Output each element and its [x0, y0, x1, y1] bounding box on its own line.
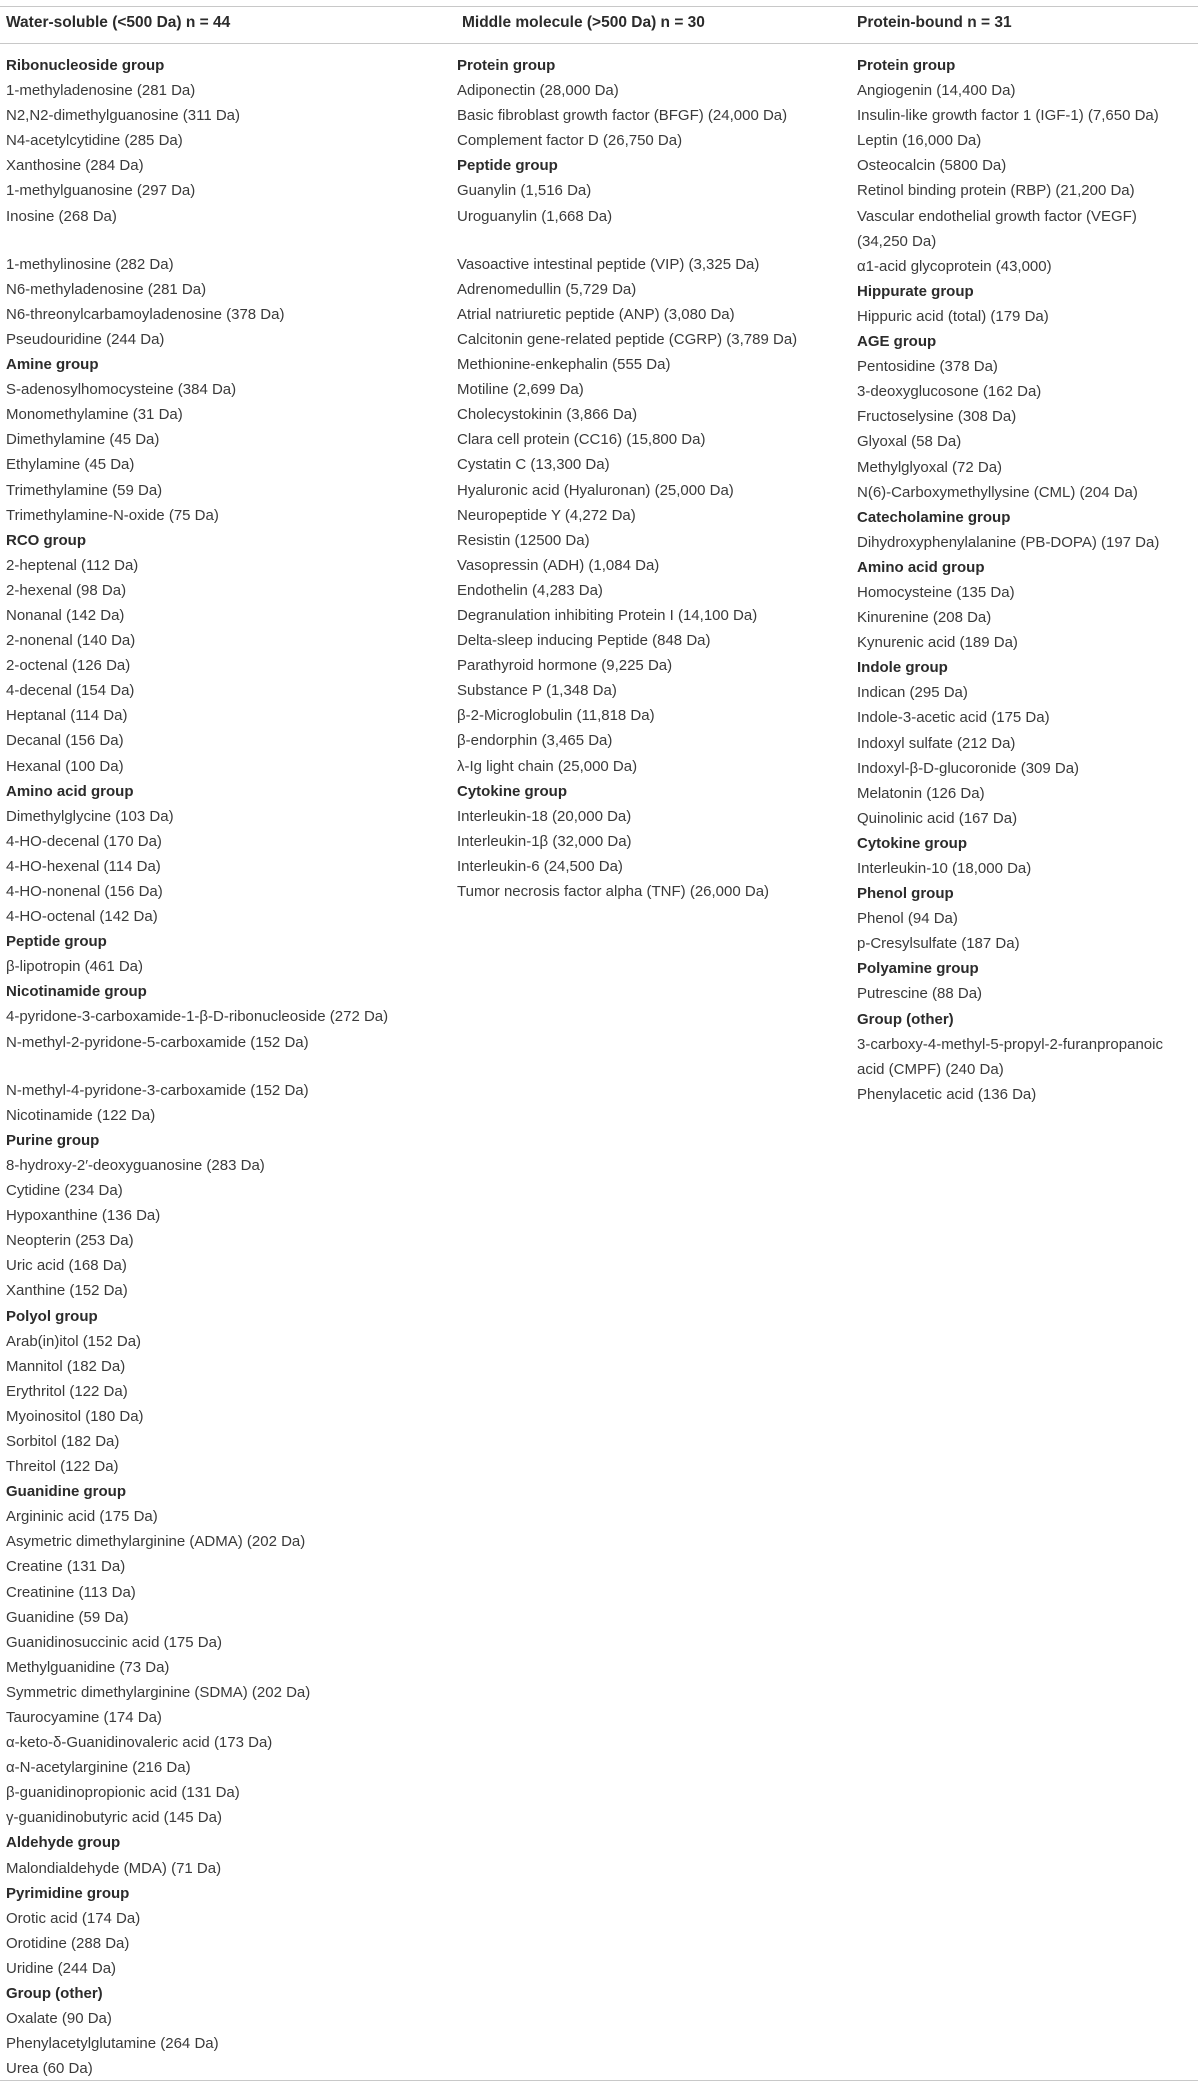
table-cell: Quinolinic acid (167 Da) — [857, 809, 1018, 827]
table-cell: Erythritol (122 Da) — [6, 1382, 128, 1400]
table-cell: Myoinositol (180 Da) — [6, 1407, 144, 1425]
group-heading: Ribonucleoside group — [6, 57, 165, 74]
table-cell: Fructoselysine (308 Da) — [857, 408, 1017, 426]
table-cell: Degranulation inhibiting Protein I (14,100 Da) — [457, 606, 758, 624]
group-heading: Protein group — [857, 57, 956, 74]
table-cell: 4-HO-decenal (170 Da) — [6, 832, 162, 850]
table-cell: Threitol (122 Da) — [6, 1458, 119, 1476]
table-cell: Trimethylamine-N-oxide (75 Da) — [6, 506, 219, 524]
table-cell: Indole-3-acetic acid (175 Da) — [857, 709, 1050, 727]
table-cell: Phenol (94 Da) — [857, 910, 958, 928]
group-heading: Peptide group — [457, 157, 558, 175]
group-heading: AGE group — [857, 333, 937, 351]
table-cell: Tumor necrosis factor alpha (TNF) (26,000 Da) — [457, 883, 770, 900]
table-cell: 2-octenal (126 Da) — [6, 657, 131, 675]
table-cell: Complement factor D (26,750 Da) — [457, 132, 683, 150]
table-cell: λ-Ig light chain (25,000 Da) — [457, 757, 638, 775]
table-cell: Uridine (244 Da) — [6, 1959, 117, 1977]
table-cell: Cytidine (234 Da) — [6, 1182, 123, 1200]
table-cell: Orotic acid (174 Da) — [6, 1909, 141, 1927]
table-cell: Basic fibroblast growth factor (BFGF) (24,000 Da) — [457, 107, 788, 125]
table-cell: 8-hydroxy-2′-deoxyguanosine (283 Da) — [6, 1156, 265, 1174]
table-cell: Guanidinosuccinic acid (175 Da) — [6, 1633, 222, 1651]
table-cell: Methionine-enkephalin (555 Da) — [457, 356, 671, 374]
table-header-rule — [0, 43, 1198, 44]
table-cell: Sorbitol (182 Da) — [6, 1432, 120, 1450]
table-cell: N(6)-Carboxymethyllysine (CML) (204 Da) — [857, 483, 1138, 501]
table-cell: Putrescine (88 Da) — [857, 985, 983, 1003]
table-cell: N6-methyladenosine (281 Da) — [6, 280, 207, 298]
group-heading: Hippurate group — [857, 282, 974, 300]
table-cell: 4-HO-octenal (142 Da) — [6, 908, 158, 926]
table-cell: Calcitonin gene-related peptide (CGRP) (3,789 Da) — [457, 330, 798, 348]
table-cell: Interleukin-10 (18,000 Da) — [857, 860, 1032, 877]
table-cell: Angiogenin (14,400 Da) — [857, 82, 1016, 100]
table-cell: Nicotinamide (122 Da) — [6, 1106, 156, 1124]
table-cell: Endothelin (4,283 Da) — [457, 581, 603, 599]
group-heading: Amine group — [6, 356, 99, 374]
group-heading: RCO group — [6, 531, 86, 549]
table-cell: 2-nonenal (140 Da) — [6, 632, 136, 650]
table-cell: Nonanal (142 Da) — [6, 606, 125, 624]
table-cell: α1-acid glycoprotein (43,000) — [857, 257, 1052, 275]
table-cell: Melatonin (126 Da) — [857, 784, 985, 802]
table-cell: Indoxyl-β-D-glucoronide (309 Da) — [857, 759, 1080, 777]
table-cell: Indican (295 Da) — [857, 684, 968, 702]
table-cell: Methylglyoxal (72 Da) — [857, 458, 1003, 476]
table-cell: Dimethylamine (45 Da) — [6, 431, 160, 449]
group-heading: Aldehyde group — [6, 1834, 121, 1852]
table-cell: Asymetric dimethylarginine (ADMA) (202 Da) — [6, 1533, 306, 1551]
table-cell: Vasopressin (ADH) (1,084 Da) — [457, 556, 660, 574]
table-cell: Argininic acid (175 Da) — [6, 1508, 158, 1526]
table-cell: N6-threonylcarbamoyladenosine (378 Da) — [6, 305, 285, 323]
table-cell: p-Cresylsulfate (187 Da) — [857, 935, 1020, 953]
table-cell: Xanthine (152 Da) — [6, 1282, 128, 1300]
table-cell: Hypoxanthine (136 Da) — [6, 1207, 161, 1225]
table-cell: Arab(in)itol (152 Da) — [6, 1332, 142, 1350]
table-cell: β-endorphin (3,465 Da) — [457, 732, 613, 750]
table-cell: Malondialdehyde (MDA) (71 Da) — [6, 1859, 222, 1877]
group-heading: Catecholamine group — [857, 508, 1011, 526]
group-heading: Pyrimidine group — [6, 1884, 130, 1902]
table-cell: Atrial natriuretic peptide (ANP) (3,080 Da) — [457, 305, 735, 323]
blank-row — [457, 229, 847, 252]
table-cell: Hexanal (100 Da) — [6, 757, 124, 775]
table-cell: Homocysteine (135 Da) — [857, 583, 1015, 601]
table-cell: Leptin (16,000 Da) — [857, 132, 982, 150]
table-cell: Creatine (131 Da) — [6, 1558, 126, 1576]
table-cell: Cystatin C (13,300 Da) — [457, 456, 610, 474]
group-heading: Polyol group — [6, 1307, 98, 1325]
table-cell: 2-heptenal (112 Da) — [6, 556, 139, 574]
table-cell: 4-pyridone-3-carboxamide-1-β-D-ribonucleoside (272 Da) — [6, 1008, 389, 1026]
table-cell: (34,250 Da) — [857, 232, 937, 250]
table-cell: Interleukin-1β (32,000 Da) — [457, 832, 632, 850]
table-cell: Osteocalcin (5800 Da) — [857, 157, 1007, 175]
table-cell: Adrenomedullin (5,729 Da) — [457, 280, 637, 298]
table-cell: α-keto-δ-Guanidinovaleric acid (173 Da) — [6, 1734, 273, 1752]
group-heading: Peptide group — [6, 933, 107, 951]
table-cell: Substance P (1,348 Da) — [457, 682, 617, 700]
table-cell: Mannitol (182 Da) — [6, 1357, 126, 1375]
table-cell: Oxalate (90 Da) — [6, 2010, 112, 2028]
group-heading: Polyamine group — [857, 960, 979, 978]
table-cell: γ-guanidinobutyric acid (145 Da) — [6, 1809, 222, 1827]
table-cell: 1-methylinosine (282 Da) — [6, 255, 174, 273]
table-cell: Glyoxal (58 Da) — [857, 433, 962, 451]
table-cell: N-methyl-2-pyridone-5-carboxamide (152 Da) — [6, 1033, 309, 1051]
group-heading: Guanidine group — [6, 1483, 126, 1501]
table-top-rule — [0, 6, 1198, 7]
column-middle-molecule — [457, 53, 847, 904]
table-cell: Orotidine (288 Da) — [6, 1934, 130, 1952]
table-cell: Hyaluronic acid (Hyaluronan) (25,000 Da) — [457, 481, 734, 499]
table-cell: β-guanidinopropionic acid (131 Da) — [6, 1784, 240, 1802]
group-heading: Protein group — [457, 57, 556, 74]
table-cell: Vascular endothelial growth factor (VEGF) — [857, 207, 1137, 225]
table-cell: Dimethylglycine (103 Da) — [6, 807, 174, 825]
table-cell: 2-hexenal (98 Da) — [6, 581, 127, 599]
table-cell: Retinol binding protein (RBP) (21,200 Da) — [857, 182, 1135, 200]
table-cell: Interleukin-6 (24,500 Da) — [457, 857, 623, 875]
table-cell: Xanthosine (284 Da) — [6, 157, 144, 175]
group-heading: Purine group — [6, 1131, 100, 1149]
column-protein-bound — [857, 53, 1197, 1107]
table-cell: N2,N2-dimethylguanosine (311 Da) — [6, 107, 241, 125]
table-cell: 4-HO-nonenal (156 Da) — [6, 883, 163, 900]
table-cell: 3-deoxyglucosone (162 Da) — [857, 383, 1042, 401]
table-cell: Resistin (12500 Da) — [457, 531, 590, 549]
table-cell: 4-decenal (154 Da) — [6, 682, 135, 700]
table-cell: acid (CMPF) (240 Da) — [857, 1060, 1004, 1078]
table-cell: Interleukin-18 (20,000 Da) — [457, 807, 632, 825]
header-water-soluble: Water-soluble (<500 Da) n = 44 — [6, 14, 231, 31]
group-heading: Indole group — [857, 659, 948, 677]
group-heading: Nicotinamide group — [6, 983, 147, 1001]
table-cell: Uroguanylin (1,668 Da) — [457, 207, 613, 225]
table-cell: α-N-acetylarginine (216 Da) — [6, 1759, 191, 1777]
table-bottom-rule — [0, 2080, 1198, 2081]
column-water-soluble — [6, 53, 446, 2081]
table-cell: Taurocyamine (174 Da) — [6, 1709, 162, 1726]
table-cell: Motiline (2,699 Da) — [457, 381, 584, 399]
table-cell: Kynurenic acid (189 Da) — [857, 634, 1018, 652]
table-cell: N4-acetylcytidine (285 Da) — [6, 132, 183, 150]
table-cell: Pentosidine (378 Da) — [857, 358, 998, 376]
table-header-row — [0, 14, 1200, 40]
table-cell: β-2-Microglobulin (11,818 Da) — [457, 707, 655, 725]
table-cell: Decanal (156 Da) — [6, 732, 124, 750]
table-cell: S-adenosylhomocysteine (384 Da) — [6, 381, 237, 399]
table-cell: Guanidine (59 Da) — [6, 1608, 129, 1626]
table-cell: Heptanal (114 Da) — [6, 707, 128, 725]
table-cell: Methylguanidine (73 Da) — [6, 1658, 170, 1676]
table-cell: Clara cell protein (CC16) (15,800 Da) — [457, 431, 706, 449]
table-cell: Pseudouridine (244 Da) — [6, 330, 165, 348]
table-cell: Neuropeptide Y (4,272 Da) — [457, 506, 636, 524]
header-middle-molecule: Middle molecule (>500 Da) n = 30 — [462, 14, 705, 31]
group-heading: Cytokine group — [857, 834, 968, 852]
table-cell: β-lipotropin (461 Da) — [6, 958, 144, 976]
table-cell: Insulin-like growth factor 1 (IGF-1) (7,650 Da) — [857, 107, 1159, 125]
table-cell: Adiponectin (28,000 Da) — [457, 82, 619, 100]
table-cell: Cholecystokinin (3,866 Da) — [457, 406, 638, 424]
table-cell: Vasoactive intestinal peptide (VIP) (3,325 Da) — [457, 255, 760, 273]
table-cell: Neopterin (253 Da) — [6, 1232, 134, 1250]
table-cell: 3-carboxy-4-methyl-5-propyl-2-furanpropanoic — [857, 1035, 1163, 1053]
table-cell: Guanylin (1,516 Da) — [457, 182, 592, 200]
table-cell: Creatinine (113 Da) — [6, 1583, 136, 1601]
group-heading: Group (other) — [6, 1985, 103, 2003]
table-cell: Parathyroid hormone (9,225 Da) — [457, 657, 673, 675]
blank-row — [6, 1055, 446, 1078]
header-protein-bound: Protein-bound n = 31 — [857, 14, 1012, 31]
table-cell: Inosine (268 Da) — [6, 207, 117, 225]
table-cell: 1-methyladenosine (281 Da) — [6, 82, 196, 100]
group-heading: Cytokine group — [457, 782, 568, 800]
group-heading: Amino acid group — [6, 782, 134, 800]
table-cell: Trimethylamine (59 Da) — [6, 481, 163, 499]
table-cell: Ethylamine (45 Da) — [6, 456, 135, 474]
table-cell: Kinurenine (208 Da) — [857, 609, 992, 627]
blank-row — [6, 229, 446, 252]
table-cell: Symmetric dimethylarginine (SDMA) (202 Da) — [6, 1683, 311, 1701]
table-cell: Indoxyl sulfate (212 Da) — [857, 734, 1016, 752]
group-heading: Group (other) — [857, 1010, 954, 1028]
table-cell: Urea (60 Da) — [6, 2060, 93, 2078]
table-cell: Phenylacetic acid (136 Da) — [857, 1085, 1037, 1103]
table-cell: Hippuric acid (total) (179 Da) — [857, 307, 1049, 325]
table-cell: Dihydroxyphenylalanine (PB-DOPA) (197 Da) — [857, 533, 1160, 551]
table-cell: Uric acid (168 Da) — [6, 1257, 127, 1275]
table-cell: 1-methylguanosine (297 Da) — [6, 182, 196, 200]
group-heading: Phenol group — [857, 885, 954, 903]
table-cell: Monomethylamine (31 Da) — [6, 406, 183, 424]
group-heading: Amino acid group — [857, 558, 985, 576]
table-cell: N-methyl-4-pyridone-3-carboxamide (152 Da) — [6, 1081, 309, 1099]
table-cell: Phenylacetylglutamine (264 Da) — [6, 2035, 219, 2053]
table-cell: 4-HO-hexenal (114 Da) — [6, 857, 161, 875]
table-cell: Delta-sleep inducing Peptide (848 Da) — [457, 632, 711, 650]
